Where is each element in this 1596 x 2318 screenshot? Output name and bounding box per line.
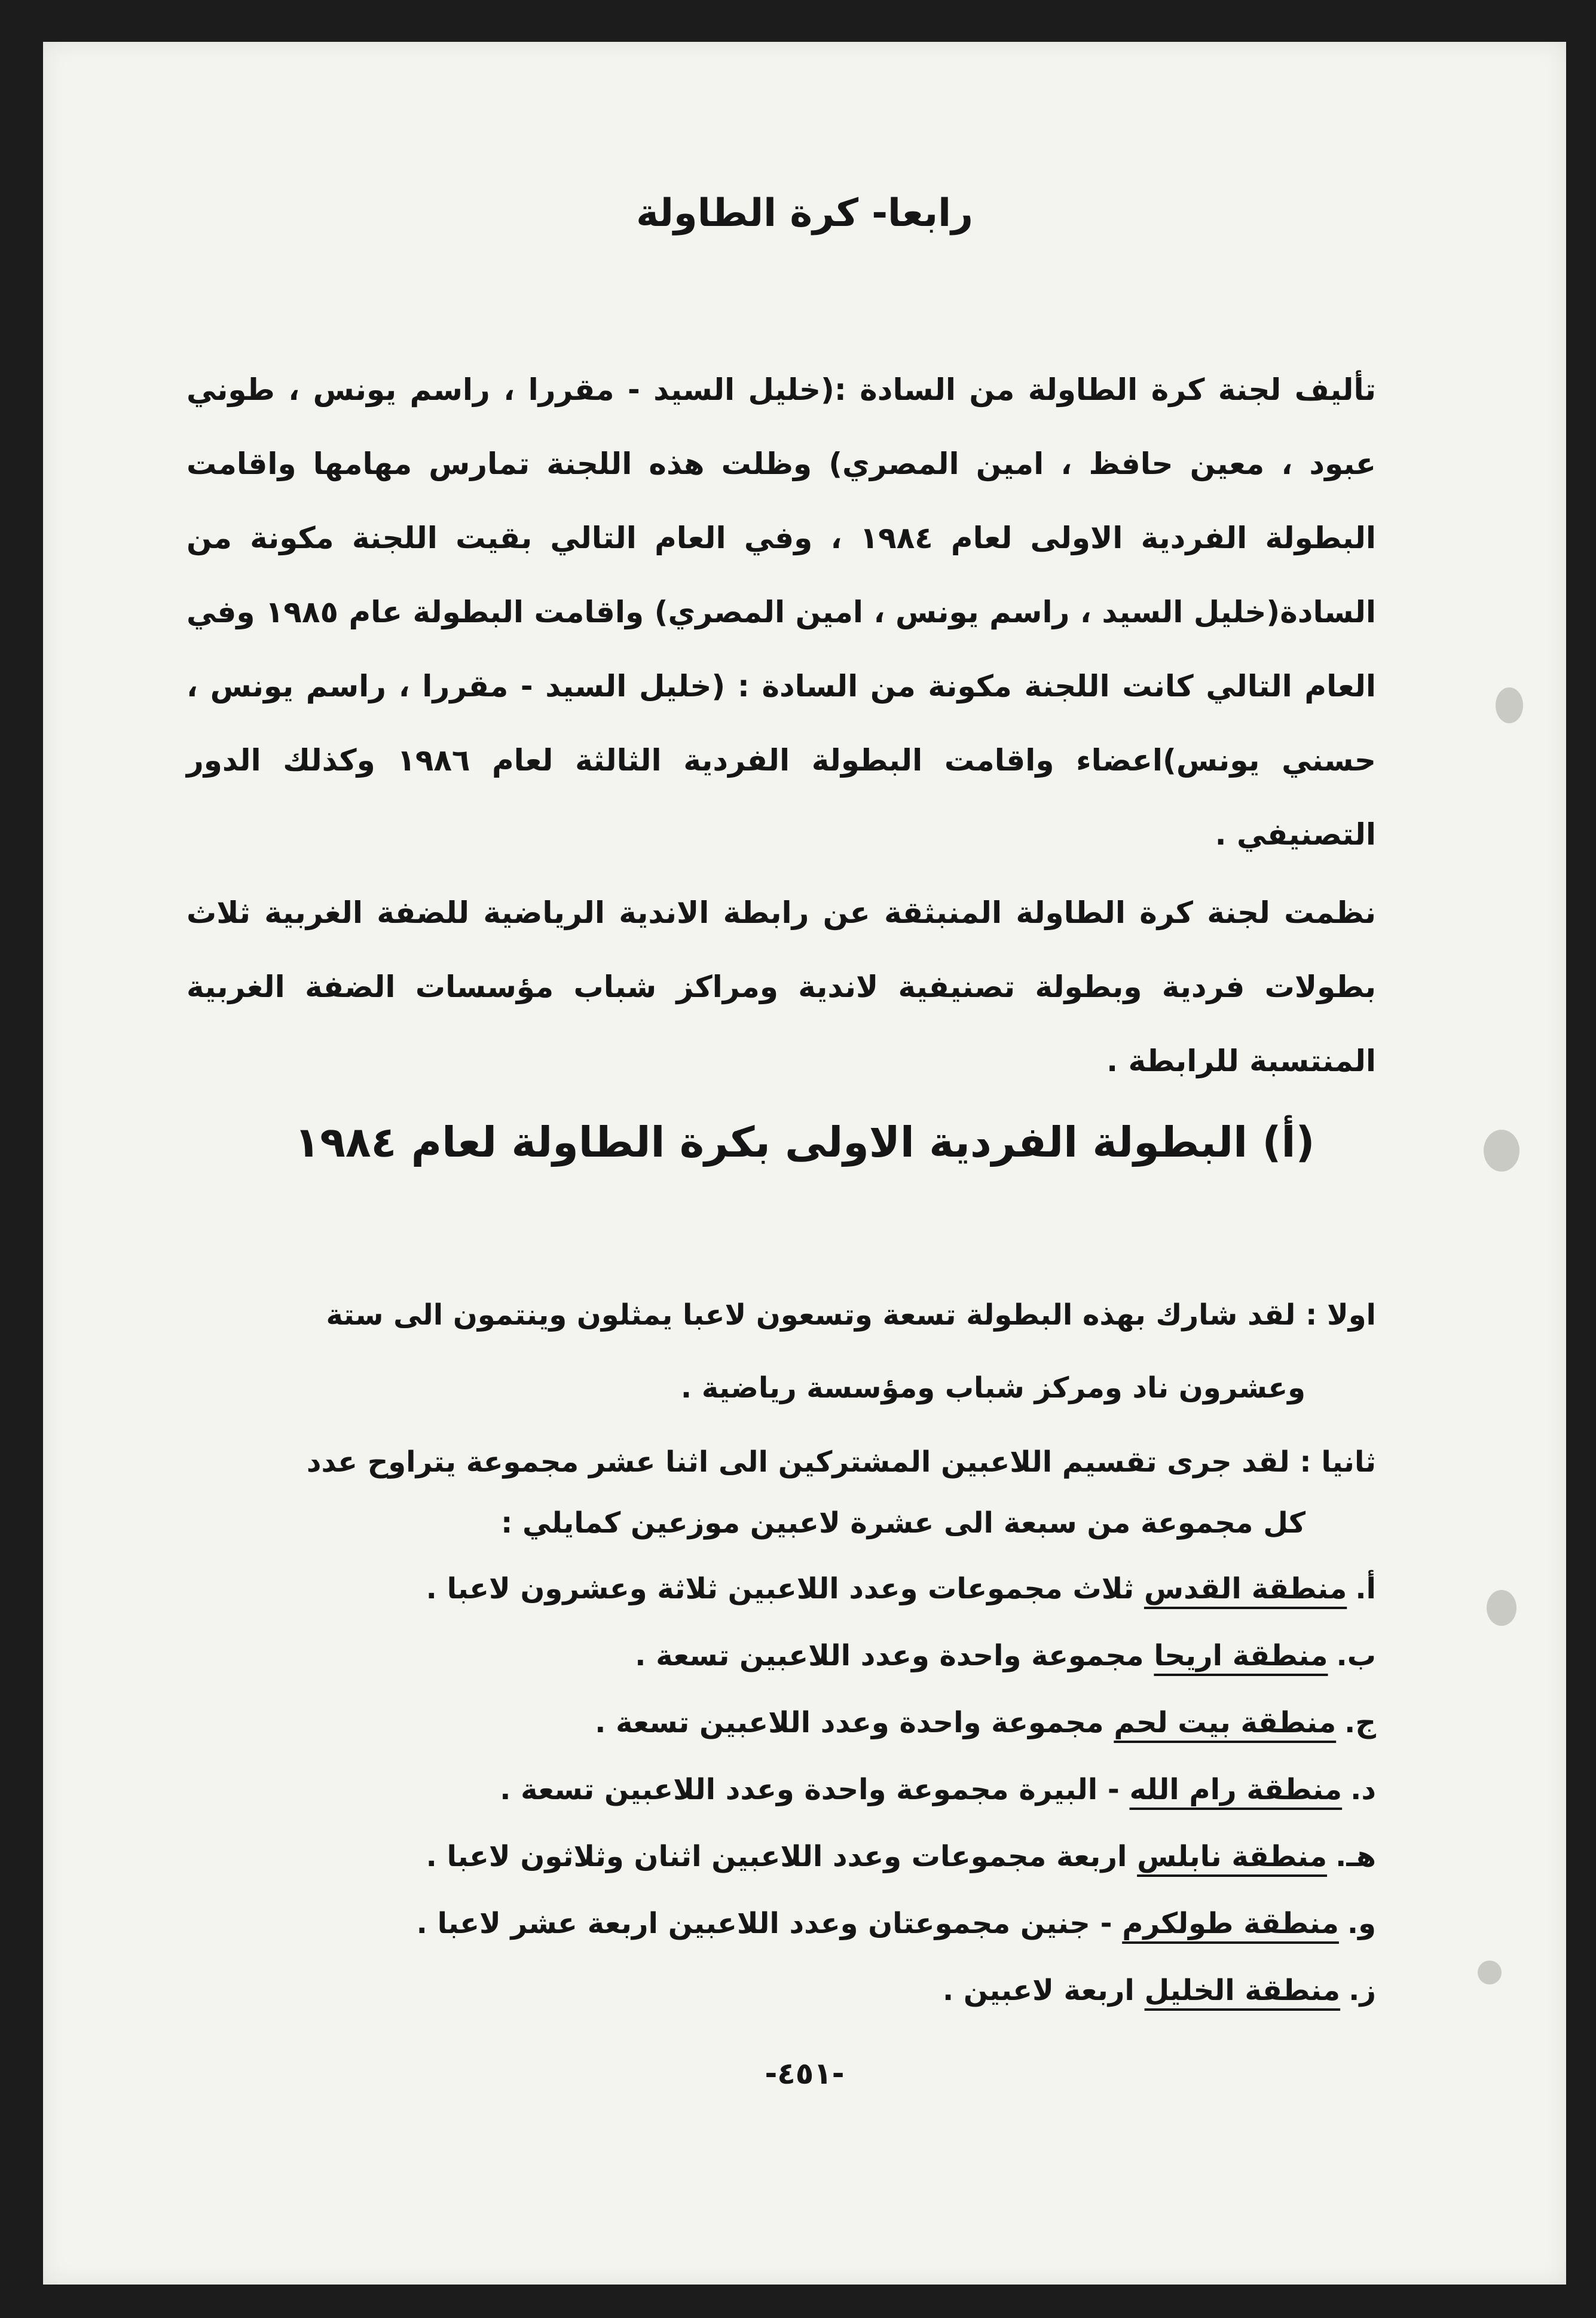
region-item: [151, 1565, 1376, 1613]
region-letter: ب.: [1336, 1639, 1376, 1672]
region-detail: اربعة لاعبين .: [942, 1974, 1135, 2007]
scan-speck: [1484, 1130, 1519, 1172]
first-point-line-1: اولا : لقد شارك بهذه البطولة تسعة وتسعون لاعبا يمثلون وينتمون الى ستة: [326, 1298, 1376, 1332]
region-detail: ثلاث مجموعات وعدد اللاعبين ثلاثة وعشرون لاعبا .: [426, 1572, 1135, 1606]
region-item: [151, 1900, 1376, 1947]
region-letter: ج.: [1344, 1706, 1376, 1739]
region-name: منطقة الخليل: [1144, 1974, 1341, 2007]
region-name: منطقة رام الله: [1129, 1773, 1343, 1806]
first-point-line-2: وعشرون ناد ومركز شباب ومؤسسة رياضية .: [680, 1371, 1305, 1405]
region-name: منطقة اريحا: [1154, 1639, 1328, 1672]
region-letter: و.: [1347, 1907, 1376, 1940]
section-heading: (أ) البطولة الفردية الاولى بكرة الطاولة لعام ١٩٨٤: [294, 1118, 1315, 1167]
region-item: [151, 1632, 1376, 1680]
second-point-line-2: كل مجموعة من سبعة الى عشرة لاعبين موزعين كمايلي :: [501, 1506, 1305, 1540]
page-title: رابعا- كرة الطاولة: [636, 191, 973, 236]
region-name: منطقة بيت لحم: [1114, 1706, 1337, 1739]
region-item: [151, 1833, 1376, 1880]
region-name: منطقة القدس: [1144, 1572, 1347, 1606]
region-detail: اربعة مجموعات وعدد اللاعبين اثنان وثلاثون لاعبا .: [426, 1840, 1127, 1873]
region-letter: ز.: [1349, 1974, 1376, 2007]
region-item: [151, 1967, 1376, 2014]
scan-speck: [1478, 1961, 1502, 1984]
region-detail: مجموعة واحدة وعدد اللاعبين تسعة .: [635, 1639, 1144, 1672]
page-number: -٤٥١-: [765, 2056, 845, 2091]
region-letter: د.: [1350, 1773, 1376, 1806]
region-detail: - البيرة مجموعة واحدة وعدد اللاعبين تسعة .: [500, 1773, 1120, 1806]
scan-speck: [1496, 687, 1523, 723]
region-name: منطقة نابلس: [1137, 1840, 1328, 1873]
region-name: منطقة طولكرم: [1122, 1907, 1339, 1940]
region-item: [151, 1766, 1376, 1814]
scan-speck: [1487, 1590, 1516, 1626]
region-detail: مجموعة واحدة وعدد اللاعبين تسعة .: [595, 1706, 1104, 1739]
region-item: [151, 1699, 1376, 1747]
document-page: [43, 42, 1566, 2285]
region-letter: هـ.: [1335, 1840, 1376, 1873]
region-letter: أ.: [1355, 1572, 1376, 1606]
second-point-line-1: ثانيا : لقد جرى تقسيم اللاعبين المشتركين الى اثنا عشر مجموعة يتراوح عدد: [306, 1445, 1376, 1479]
committee-paragraph: تأليف لجنة كرة الطاولة من السادة :(خليل السيد - مقررا ، راسم يونس ، طوني عبود ، معين حافظ ، امين المصري) وظلت هذه اللجنة تمارس مهامها واقامت البطولة الفردية الاولى لعام ١٩٨٤ ، وفي العام التالي بقيت اللجنة مكونة من السادة(خليل السيد ، راسم يونس ، امين المصري) واقامت البطولة عام ١٩٨٥ وفي العام التالي كانت اللجنة مكونة من السادة : (خليل السيد - مقررا ، راسم يونس ، حسني يونس)اعضاء واقامت البطولة الفردية الثالثة لعام ١٩٨٦ وكذلك الدور التصنيفي .: [186, 372, 1377, 852]
region-detail: - جنين مجموعتان وعدد اللاعبين اربعة عشر لاعبا .: [416, 1907, 1112, 1940]
tournaments-paragraph: نظمت لجنة كرة الطاولة المنبثقة عن رابطة الاندية الرياضية للضفة الغربية ثلاث بطولات فردية وبطولة تصنيفية لاندية ومراكز شباب مؤسسات الضفة الغربية المنتسبة للرابطة .: [186, 895, 1376, 1078]
